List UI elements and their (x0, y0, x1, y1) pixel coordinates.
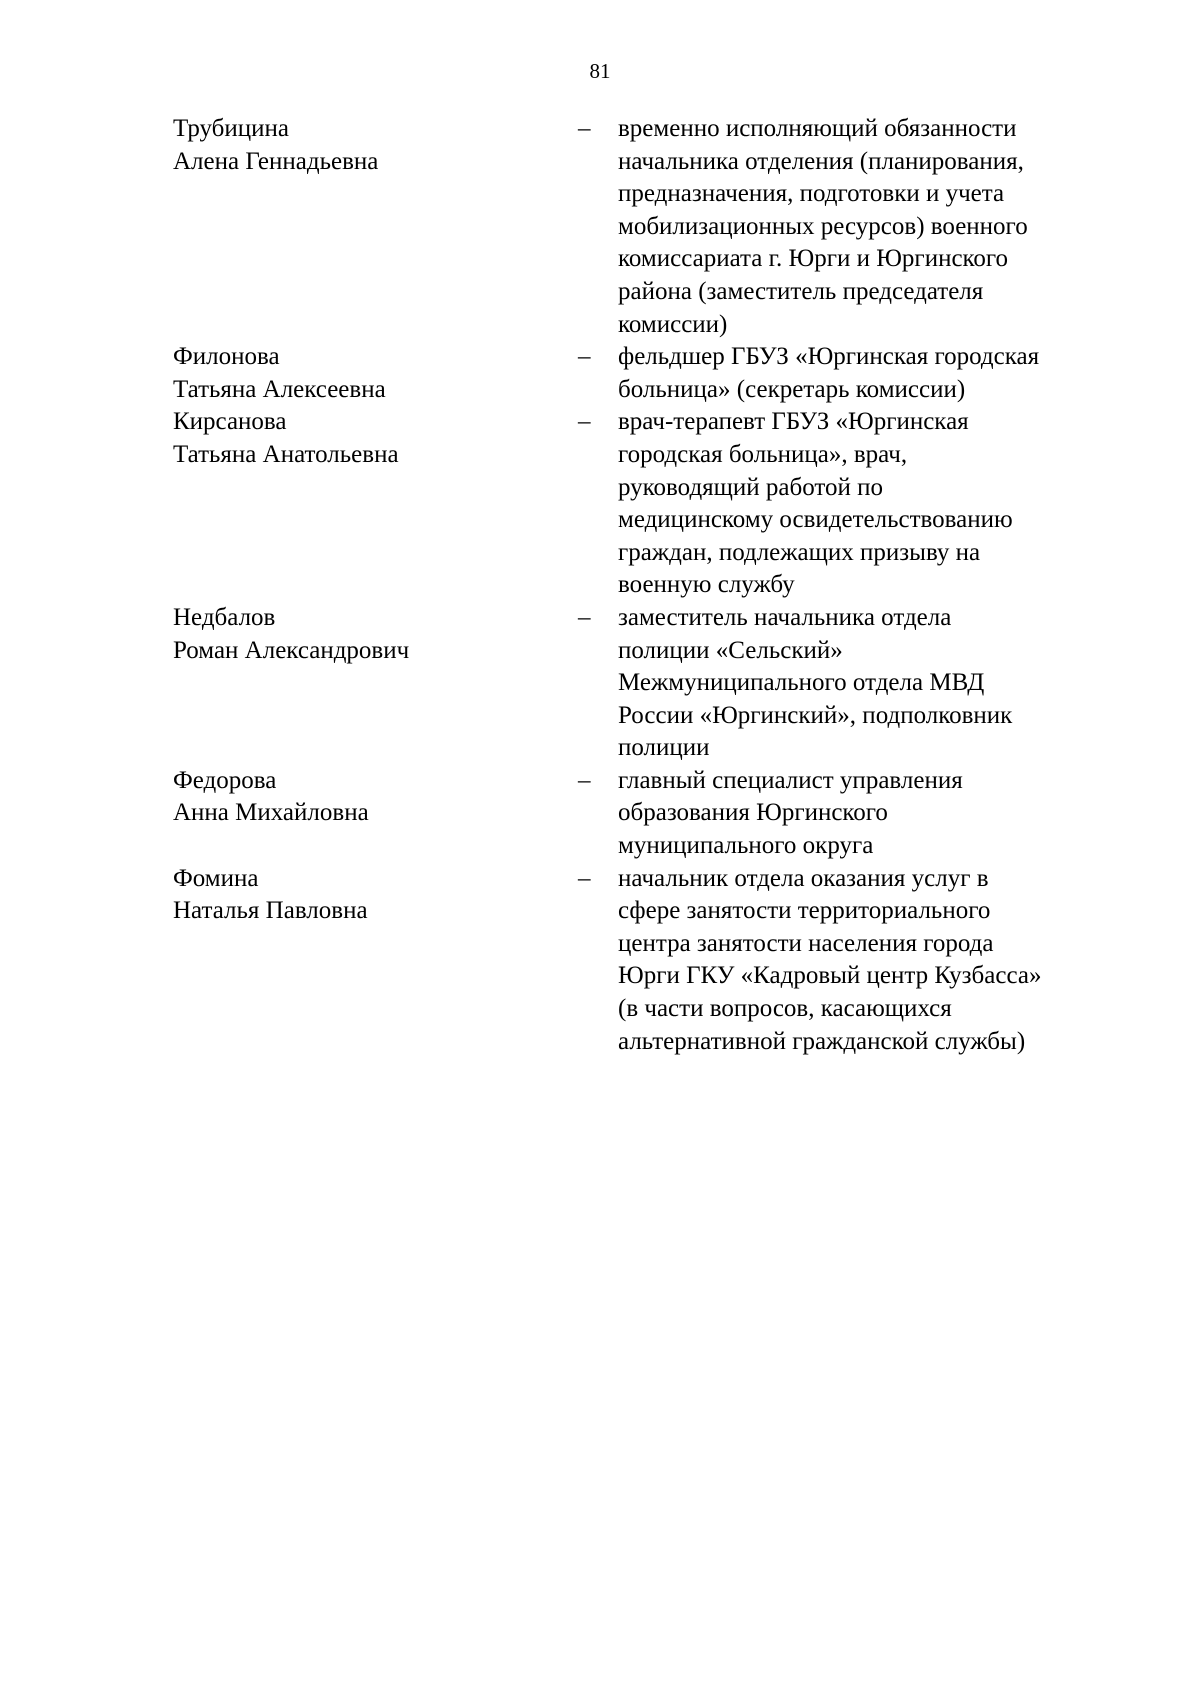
position-line: сфере занятости территориального (618, 897, 991, 925)
position-line: больница» (секретарь комиссии) (618, 375, 966, 403)
position-line: городская больница», врач, (618, 440, 908, 468)
member-given-names: Наталья Павловна (173, 897, 368, 925)
member-name (173, 765, 553, 830)
member-position (618, 765, 1113, 863)
position-line: мобилизационных ресурсов) военного (618, 212, 1028, 240)
member-surname: Недбалов (173, 603, 276, 631)
member-position (618, 602, 1113, 765)
member-name (173, 341, 553, 406)
dash-separator: – (578, 864, 591, 892)
member-entry (173, 602, 1113, 765)
dash-separator: – (578, 408, 591, 436)
dash-separator: – (578, 766, 591, 794)
dash-separator: – (578, 343, 591, 371)
member-surname: Фомина (173, 864, 259, 892)
member-given-names: Анна Михайловна (173, 799, 369, 827)
member-given-names: Татьяна Анатольевна (173, 440, 399, 468)
member-position (618, 406, 1113, 602)
page-number: 81 (589, 59, 611, 83)
position-line: начальника отделения (планирования, (618, 147, 1024, 175)
commission-member-list (173, 113, 1113, 1058)
member-surname: Кирсанова (173, 408, 287, 436)
member-entry (173, 765, 1113, 863)
position-line: Юрги ГКУ «Кадровый центр Кузбасса» (618, 962, 1042, 990)
position-line: начальник отдела оказания услуг в (618, 864, 989, 892)
position-line: комиссии) (618, 310, 728, 338)
dash-separator: – (578, 115, 591, 142)
member-entry (173, 863, 1113, 1059)
position-line: заместитель начальника отдела (618, 603, 952, 631)
member-name (173, 406, 553, 471)
position-line: центра занятости населения города (618, 929, 994, 957)
member-name (173, 602, 553, 667)
position-line: полиции (618, 734, 710, 762)
position-line: главный специалист управления (618, 766, 963, 794)
member-given-names: Татьяна Алексеевна (173, 375, 386, 403)
position-line: фельдшер ГБУЗ «Юргинская городская (618, 343, 1040, 371)
member-entry (173, 113, 1113, 341)
position-line: альтернативной гражданской службы) (618, 1027, 1026, 1055)
position-line: граждан, подлежащих призыву на (618, 538, 981, 566)
position-line: России «Юргинский», подполковник (618, 701, 1013, 729)
member-position (618, 863, 1113, 1059)
position-line: образования Юргинского (618, 799, 888, 827)
member-name (173, 113, 553, 178)
member-given-names: Роман Александрович (173, 636, 410, 664)
member-position (618, 341, 1113, 406)
position-line: врач-терапевт ГБУЗ «Юргинская (618, 408, 969, 436)
position-line: (в части вопросов, касающихся (618, 995, 952, 1023)
position-line: района (заместитель председателя (618, 277, 984, 305)
member-given-names: Алена Геннадьевна (173, 147, 379, 175)
member-entry (173, 406, 1113, 602)
member-surname: Трубицина (173, 115, 289, 142)
position-line: полиции «Сельский» (618, 636, 843, 664)
position-line: комиссариата г. Юрги и Юргинского (618, 245, 1009, 273)
position-line: Межмуниципального отдела МВД (618, 669, 985, 697)
member-name (173, 863, 553, 928)
member-entry (173, 341, 1113, 406)
member-surname: Федорова (173, 766, 277, 794)
position-line: военную службу (618, 571, 795, 599)
dash-separator: – (578, 603, 591, 631)
position-line: руководящий работой по (618, 473, 884, 501)
position-line: временно исполняющий обязанности (618, 115, 1017, 142)
member-surname: Филонова (173, 343, 280, 371)
position-line: медицинскому освидетельствованию (618, 506, 1013, 534)
position-line: предназначения, подготовки и учета (618, 180, 1005, 208)
position-line: муниципального округа (618, 832, 874, 860)
member-position (618, 113, 1113, 341)
